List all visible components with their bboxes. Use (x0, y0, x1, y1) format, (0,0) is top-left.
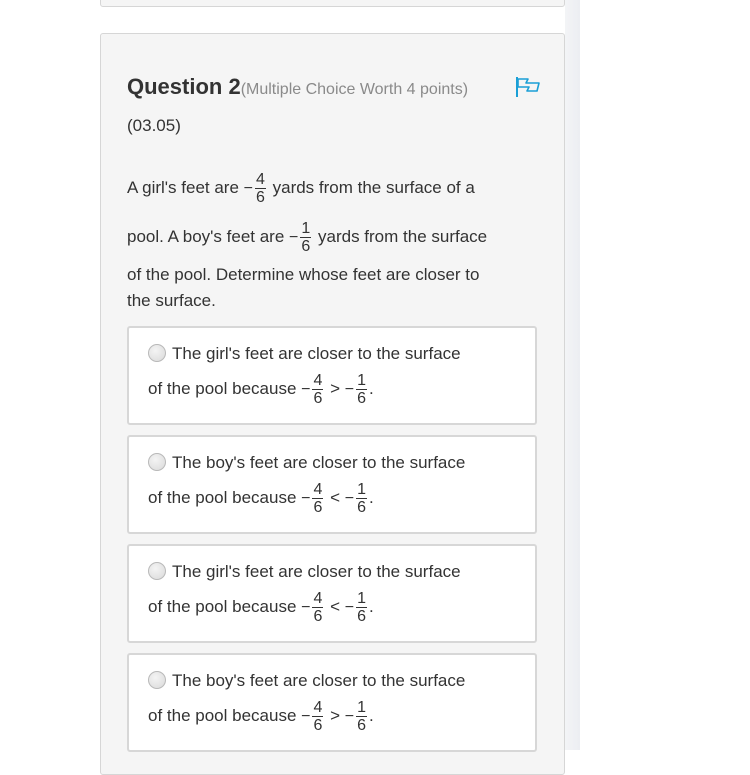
minus-sign: − (301, 598, 311, 616)
minus-sign: − (344, 707, 355, 725)
fraction (312, 481, 323, 516)
option-text: The girl's feet are closer to the surface (172, 562, 461, 581)
answer-option-4[interactable] (127, 653, 537, 752)
answer-option-1[interactable] (127, 326, 537, 425)
fraction-denominator: 6 (301, 238, 311, 255)
fraction-girl (255, 171, 266, 206)
period: . (369, 378, 374, 398)
minus-sign: − (301, 489, 311, 507)
question-meta: (Multiple Choice Worth 4 points) (240, 81, 469, 98)
fraction-denominator: 6 (313, 390, 323, 407)
question-text: yards from the surface of a (267, 177, 475, 197)
minus-sign: − (301, 380, 311, 398)
comparison-operator: > (325, 705, 345, 725)
radio-unselected-icon[interactable] (148, 453, 166, 471)
fraction (356, 590, 367, 625)
minus-sign: − (344, 598, 355, 616)
option-text: The boy's feet are closer to the surface (172, 453, 466, 472)
fraction-numerator: 4 (313, 699, 323, 716)
comparison-operator: > (325, 378, 345, 398)
fraction-boy (300, 220, 311, 255)
option-text: The boy's feet are closer to the surface (172, 671, 466, 690)
fraction (312, 699, 323, 734)
fraction-numerator: 1 (357, 699, 366, 716)
fraction-numerator: 4 (255, 171, 265, 188)
question-card (100, 33, 565, 775)
fraction (356, 372, 367, 407)
question-text-line-3: of the pool. Determine whose feet are closer to (127, 265, 480, 284)
question-text: pool. A boy's feet are (127, 226, 290, 246)
option-reason (148, 481, 374, 516)
fraction-numerator: 4 (313, 481, 323, 498)
fraction-denominator: 6 (313, 499, 323, 516)
fraction-numerator: 1 (357, 481, 366, 498)
option-text: The girl's feet are closer to the surface (172, 344, 461, 363)
fraction-denominator: 6 (357, 499, 366, 516)
option-text: of the pool because (148, 596, 302, 616)
minus-sign: − (289, 228, 299, 246)
fraction-denominator: 6 (255, 189, 265, 206)
minus-sign: − (301, 707, 311, 725)
comparison-operator: < (325, 596, 345, 616)
question-text-line-1 (127, 171, 475, 206)
period: . (369, 596, 374, 616)
question-text: yards from the surface (313, 226, 488, 246)
fraction-denominator: 6 (313, 608, 323, 625)
fraction-denominator: 6 (313, 717, 323, 734)
fraction (356, 699, 367, 734)
comparison-operator: < (325, 487, 345, 507)
fraction (312, 372, 323, 407)
fraction-numerator: 1 (357, 590, 366, 607)
minus-sign: − (344, 380, 355, 398)
fraction-numerator: 1 (301, 220, 311, 237)
question-text-line-2 (127, 220, 487, 255)
period: . (369, 487, 374, 507)
page-scroll-track (565, 0, 580, 750)
question-title: Question 2 (127, 74, 241, 99)
period: . (369, 705, 374, 725)
question-text: A girl's feet are (127, 177, 244, 197)
question-text-line-4: the surface. (127, 291, 216, 310)
option-reason (148, 590, 374, 625)
fraction-denominator: 6 (357, 390, 366, 407)
question-code: (03.05) (127, 116, 181, 135)
question-header (127, 74, 468, 100)
radio-unselected-icon[interactable] (148, 344, 166, 362)
flag-icon[interactable] (515, 76, 541, 98)
radio-unselected-icon[interactable] (148, 562, 166, 580)
fraction (356, 481, 367, 516)
minus-sign: − (243, 179, 253, 197)
fraction-numerator: 1 (357, 372, 366, 389)
option-text: of the pool because (148, 378, 302, 398)
option-text: of the pool because (148, 487, 302, 507)
option-reason (148, 372, 374, 407)
minus-sign: − (344, 489, 355, 507)
answer-option-3[interactable] (127, 544, 537, 643)
previous-question-card (100, 0, 565, 7)
fraction-denominator: 6 (357, 608, 366, 625)
fraction-denominator: 6 (357, 717, 366, 734)
fraction (312, 590, 323, 625)
option-text: of the pool because (148, 705, 302, 725)
option-reason (148, 699, 374, 734)
answer-option-2[interactable] (127, 435, 537, 534)
fraction-numerator: 4 (313, 590, 323, 607)
fraction-numerator: 4 (313, 372, 323, 389)
radio-unselected-icon[interactable] (148, 671, 166, 689)
